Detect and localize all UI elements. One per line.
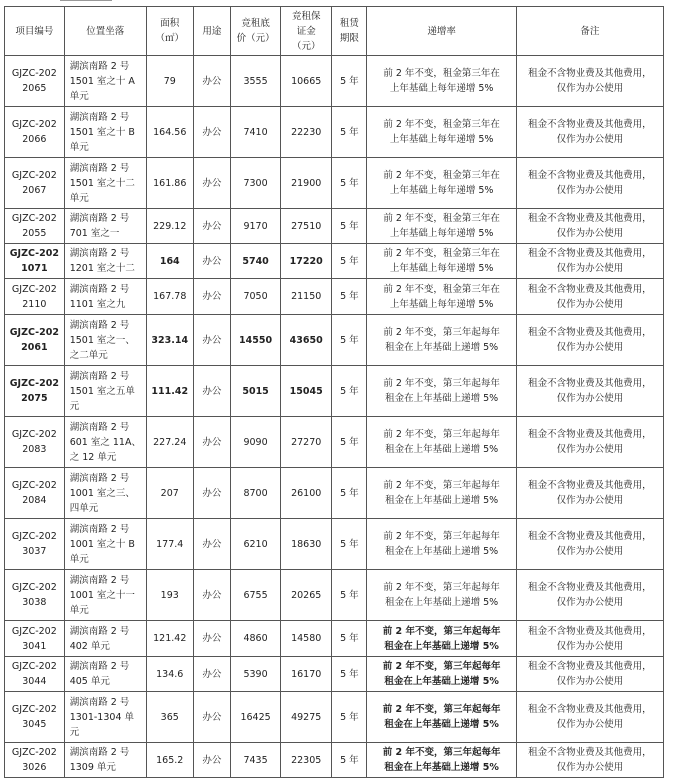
cell-deposit: 15045 <box>281 366 332 417</box>
table-row <box>5 570 664 621</box>
cell-escalation: 前 2 年不变，租金第三年在 上年基础上每年递增 5% <box>367 279 516 315</box>
cell-location: 湖滨南路 2 号 1001 室之三、 四单元 <box>64 468 146 519</box>
cell-escalation: 前 2 年不变，第三年起每年 租金在上年基础上递增 5% <box>367 468 516 519</box>
cell-use: 办公 <box>193 209 230 244</box>
table-row <box>5 279 664 315</box>
cell-location: 湖滨南路 2 号 1501 室之十 A 单元 <box>64 56 146 107</box>
cell-term: 5 年 <box>332 743 367 778</box>
cell-escalation: 前 2 年不变，第三年起每年 租金在上年基础上递增 5% <box>367 417 516 468</box>
cell-deposit: 22230 <box>281 107 332 158</box>
cell-area: 79 <box>146 56 193 107</box>
cell-area: 121.42 <box>146 621 193 657</box>
cell-location: 湖滨南路 2 号 1501 室之五单 元 <box>64 366 146 417</box>
cell-term: 5 年 <box>332 519 367 570</box>
cell-note: 租金不含物业费及其他费用， 仅作为办公使用 <box>516 209 663 244</box>
cell-escalation: 前 2 年不变，租金第三年在 上年基础上每年递增 5% <box>367 56 516 107</box>
cell-location: 湖滨南路 2 号 1301-1304 单 元 <box>64 692 146 743</box>
cell-escalation: 前 2 年不变，租金第三年在 上年基础上每年递增 5% <box>367 158 516 209</box>
cell-rent: 8700 <box>231 468 281 519</box>
cell-term: 5 年 <box>332 279 367 315</box>
table-row <box>5 468 664 519</box>
cell-use: 办公 <box>193 417 230 468</box>
table-row <box>5 107 664 158</box>
table-row <box>5 621 664 657</box>
cell-escalation: 前 2 年不变，第三年起每年 租金在上年基础上递增 5% <box>367 657 516 692</box>
cell-use: 办公 <box>193 621 230 657</box>
cell-term: 5 年 <box>332 158 367 209</box>
cell-location: 湖滨南路 2 号 701 室之一 <box>64 209 146 244</box>
table-row <box>5 743 664 778</box>
cell-rent: 7410 <box>231 107 281 158</box>
cell-deposit: 20265 <box>281 570 332 621</box>
header-code: 项目编号 <box>5 7 65 56</box>
cell-use: 办公 <box>193 158 230 209</box>
cell-code: GJZC-202 2066 <box>5 107 65 158</box>
cell-use: 办公 <box>193 743 230 778</box>
cell-use: 办公 <box>193 519 230 570</box>
cell-term: 5 年 <box>332 570 367 621</box>
cell-rent: 9170 <box>231 209 281 244</box>
cell-note: 租金不含物业费及其他费用， 仅作为办公使用 <box>516 107 663 158</box>
cell-location: 湖滨南路 2 号 1001 室之十一 单元 <box>64 570 146 621</box>
cell-use: 办公 <box>193 315 230 366</box>
table-row <box>5 244 664 279</box>
table-row <box>5 366 664 417</box>
cell-code: GJZC-202 1071 <box>5 244 65 279</box>
cell-deposit: 17220 <box>281 244 332 279</box>
header-area: 面积 （㎡） <box>146 7 193 56</box>
cell-code: GJZC-202 2061 <box>5 315 65 366</box>
cell-rent: 5740 <box>231 244 281 279</box>
table-row <box>5 657 664 692</box>
cell-area: 164.56 <box>146 107 193 158</box>
cell-area: 323.14 <box>146 315 193 366</box>
cell-escalation: 前 2 年不变，租金第三年在 上年基础上每年递增 5% <box>367 107 516 158</box>
cell-use: 办公 <box>193 468 230 519</box>
header-deposit: 竞租保 证金 （元） <box>281 7 332 56</box>
cell-area: 161.86 <box>146 158 193 209</box>
cell-code: GJZC-202 2055 <box>5 209 65 244</box>
cell-rent: 5390 <box>231 657 281 692</box>
cell-location: 湖滨南路 2 号 1001 室之十 B 单元 <box>64 519 146 570</box>
cell-note: 租金不含物业费及其他费用， 仅作为办公使用 <box>516 244 663 279</box>
cell-term: 5 年 <box>332 56 367 107</box>
cell-term: 5 年 <box>332 692 367 743</box>
cell-escalation: 前 2 年不变，第三年起每年 租金在上年基础上递增 5% <box>367 570 516 621</box>
table-row <box>5 519 664 570</box>
table-row <box>5 417 664 468</box>
cell-code: GJZC-202 3044 <box>5 657 65 692</box>
table-row <box>5 209 664 244</box>
cell-note: 租金不含物业费及其他费用， 仅作为办公使用 <box>516 158 663 209</box>
cell-code: GJZC-202 3037 <box>5 519 65 570</box>
cell-escalation: 前 2 年不变，第三年起每年 租金在上年基础上递增 5% <box>367 621 516 657</box>
header-rent: 竞租底 价（元） <box>231 7 281 56</box>
cell-use: 办公 <box>193 56 230 107</box>
cell-use: 办公 <box>193 244 230 279</box>
cell-note: 租金不含物业费及其他费用， 仅作为办公使用 <box>516 621 663 657</box>
cell-area: 167.78 <box>146 279 193 315</box>
cell-term: 5 年 <box>332 417 367 468</box>
cell-location: 湖滨南路 2 号 405 单元 <box>64 657 146 692</box>
cell-use: 办公 <box>193 657 230 692</box>
cell-escalation: 前 2 年不变，第三年起每年 租金在上年基础上递增 5% <box>367 366 516 417</box>
cell-area: 365 <box>146 692 193 743</box>
header-location: 位置坐落 <box>64 7 146 56</box>
header-row <box>5 7 664 56</box>
cell-term: 5 年 <box>332 244 367 279</box>
header-note: 备注 <box>516 7 663 56</box>
cell-escalation: 前 2 年不变，第三年起每年 租金在上年基础上递增 5% <box>367 519 516 570</box>
cell-deposit: 18630 <box>281 519 332 570</box>
cell-location: 湖滨南路 2 号 1501 室之十 B 单元 <box>64 107 146 158</box>
cell-term: 5 年 <box>332 657 367 692</box>
cell-note: 租金不含物业费及其他费用， 仅作为办公使用 <box>516 468 663 519</box>
cell-code: GJZC-202 3045 <box>5 692 65 743</box>
cell-deposit: 21900 <box>281 158 332 209</box>
cell-rent: 5015 <box>231 366 281 417</box>
cell-note: 租金不含物业费及其他费用， 仅作为办公使用 <box>516 56 663 107</box>
cell-term: 5 年 <box>332 107 367 158</box>
cell-location: 湖滨南路 2 号 1501 室之十二 单元 <box>64 158 146 209</box>
cell-escalation: 前 2 年不变，第三年起每年 租金在上年基础上递增 5% <box>367 692 516 743</box>
cell-area: 134.6 <box>146 657 193 692</box>
cell-location: 湖滨南路 2 号 1309 单元 <box>64 743 146 778</box>
cell-deposit: 21150 <box>281 279 332 315</box>
cell-rent: 7435 <box>231 743 281 778</box>
cell-rent: 6755 <box>231 570 281 621</box>
cell-location: 湖滨南路 2 号 601 室之 11A、 之 12 单元 <box>64 417 146 468</box>
cell-area: 207 <box>146 468 193 519</box>
cell-use: 办公 <box>193 692 230 743</box>
cell-rent: 16425 <box>231 692 281 743</box>
cell-escalation: 前 2 年不变，租金第三年在 上年基础上每年递增 5% <box>367 244 516 279</box>
cell-area: 229.12 <box>146 209 193 244</box>
table-row <box>5 158 664 209</box>
cell-term: 5 年 <box>332 366 367 417</box>
cell-code: GJZC-202 2110 <box>5 279 65 315</box>
cell-rent: 3555 <box>231 56 281 107</box>
cell-use: 办公 <box>193 570 230 621</box>
header-escalation: 递增率 <box>367 7 516 56</box>
cell-rent: 9090 <box>231 417 281 468</box>
header-use: 用途 <box>193 7 230 56</box>
cell-deposit: 27510 <box>281 209 332 244</box>
cell-code: GJZC-202 3041 <box>5 621 65 657</box>
cell-term: 5 年 <box>332 315 367 366</box>
cell-note: 租金不含物业费及其他费用， 仅作为办公使用 <box>516 570 663 621</box>
cell-note: 租金不含物业费及其他费用， 仅作为办公使用 <box>516 657 663 692</box>
rental-listing-table <box>4 6 664 778</box>
cell-area: 177.4 <box>146 519 193 570</box>
top-rule <box>60 0 112 4</box>
cell-location: 湖滨南路 2 号 1201 室之十二 <box>64 244 146 279</box>
cell-area: 111.42 <box>146 366 193 417</box>
cell-note: 租金不含物业费及其他费用， 仅作为办公使用 <box>516 743 663 778</box>
cell-deposit: 10665 <box>281 56 332 107</box>
cell-area: 193 <box>146 570 193 621</box>
cell-location: 湖滨南路 2 号 402 单元 <box>64 621 146 657</box>
cell-location: 湖滨南路 2 号 1101 室之九 <box>64 279 146 315</box>
cell-use: 办公 <box>193 279 230 315</box>
cell-location: 湖滨南路 2 号 1501 室之一、 之二单元 <box>64 315 146 366</box>
cell-escalation: 前 2 年不变，第三年起每年 租金在上年基础上递增 5% <box>367 315 516 366</box>
cell-code: GJZC-202 2083 <box>5 417 65 468</box>
cell-deposit: 27270 <box>281 417 332 468</box>
table-row <box>5 315 664 366</box>
cell-deposit: 26100 <box>281 468 332 519</box>
cell-note: 租金不含物业费及其他费用， 仅作为办公使用 <box>516 315 663 366</box>
cell-rent: 6210 <box>231 519 281 570</box>
cell-term: 5 年 <box>332 621 367 657</box>
cell-code: GJZC-202 3026 <box>5 743 65 778</box>
table-row <box>5 692 664 743</box>
cell-rent: 7050 <box>231 279 281 315</box>
cell-escalation: 前 2 年不变，第三年起每年 租金在上年基础上递增 5% <box>367 743 516 778</box>
cell-rent: 14550 <box>231 315 281 366</box>
cell-code: GJZC-202 2084 <box>5 468 65 519</box>
cell-code: GJZC-202 2075 <box>5 366 65 417</box>
header-term: 租赁 期限 <box>332 7 367 56</box>
cell-deposit: 22305 <box>281 743 332 778</box>
cell-deposit: 43650 <box>281 315 332 366</box>
cell-use: 办公 <box>193 366 230 417</box>
cell-term: 5 年 <box>332 468 367 519</box>
cell-use: 办公 <box>193 107 230 158</box>
cell-rent: 7300 <box>231 158 281 209</box>
cell-deposit: 49275 <box>281 692 332 743</box>
cell-term: 5 年 <box>332 209 367 244</box>
cell-code: GJZC-202 3038 <box>5 570 65 621</box>
table-row <box>5 56 664 107</box>
cell-area: 227.24 <box>146 417 193 468</box>
cell-area: 165.2 <box>146 743 193 778</box>
cell-deposit: 16170 <box>281 657 332 692</box>
cell-area: 164 <box>146 244 193 279</box>
cell-code: GJZC-202 2067 <box>5 158 65 209</box>
cell-note: 租金不含物业费及其他费用， 仅作为办公使用 <box>516 366 663 417</box>
cell-note: 租金不含物业费及其他费用， 仅作为办公使用 <box>516 692 663 743</box>
cell-code: GJZC-202 2065 <box>5 56 65 107</box>
cell-deposit: 14580 <box>281 621 332 657</box>
cell-note: 租金不含物业费及其他费用， 仅作为办公使用 <box>516 279 663 315</box>
cell-note: 租金不含物业费及其他费用， 仅作为办公使用 <box>516 417 663 468</box>
cell-rent: 4860 <box>231 621 281 657</box>
cell-escalation: 前 2 年不变，租金第三年在 上年基础上每年递增 5% <box>367 209 516 244</box>
cell-note: 租金不含物业费及其他费用， 仅作为办公使用 <box>516 519 663 570</box>
